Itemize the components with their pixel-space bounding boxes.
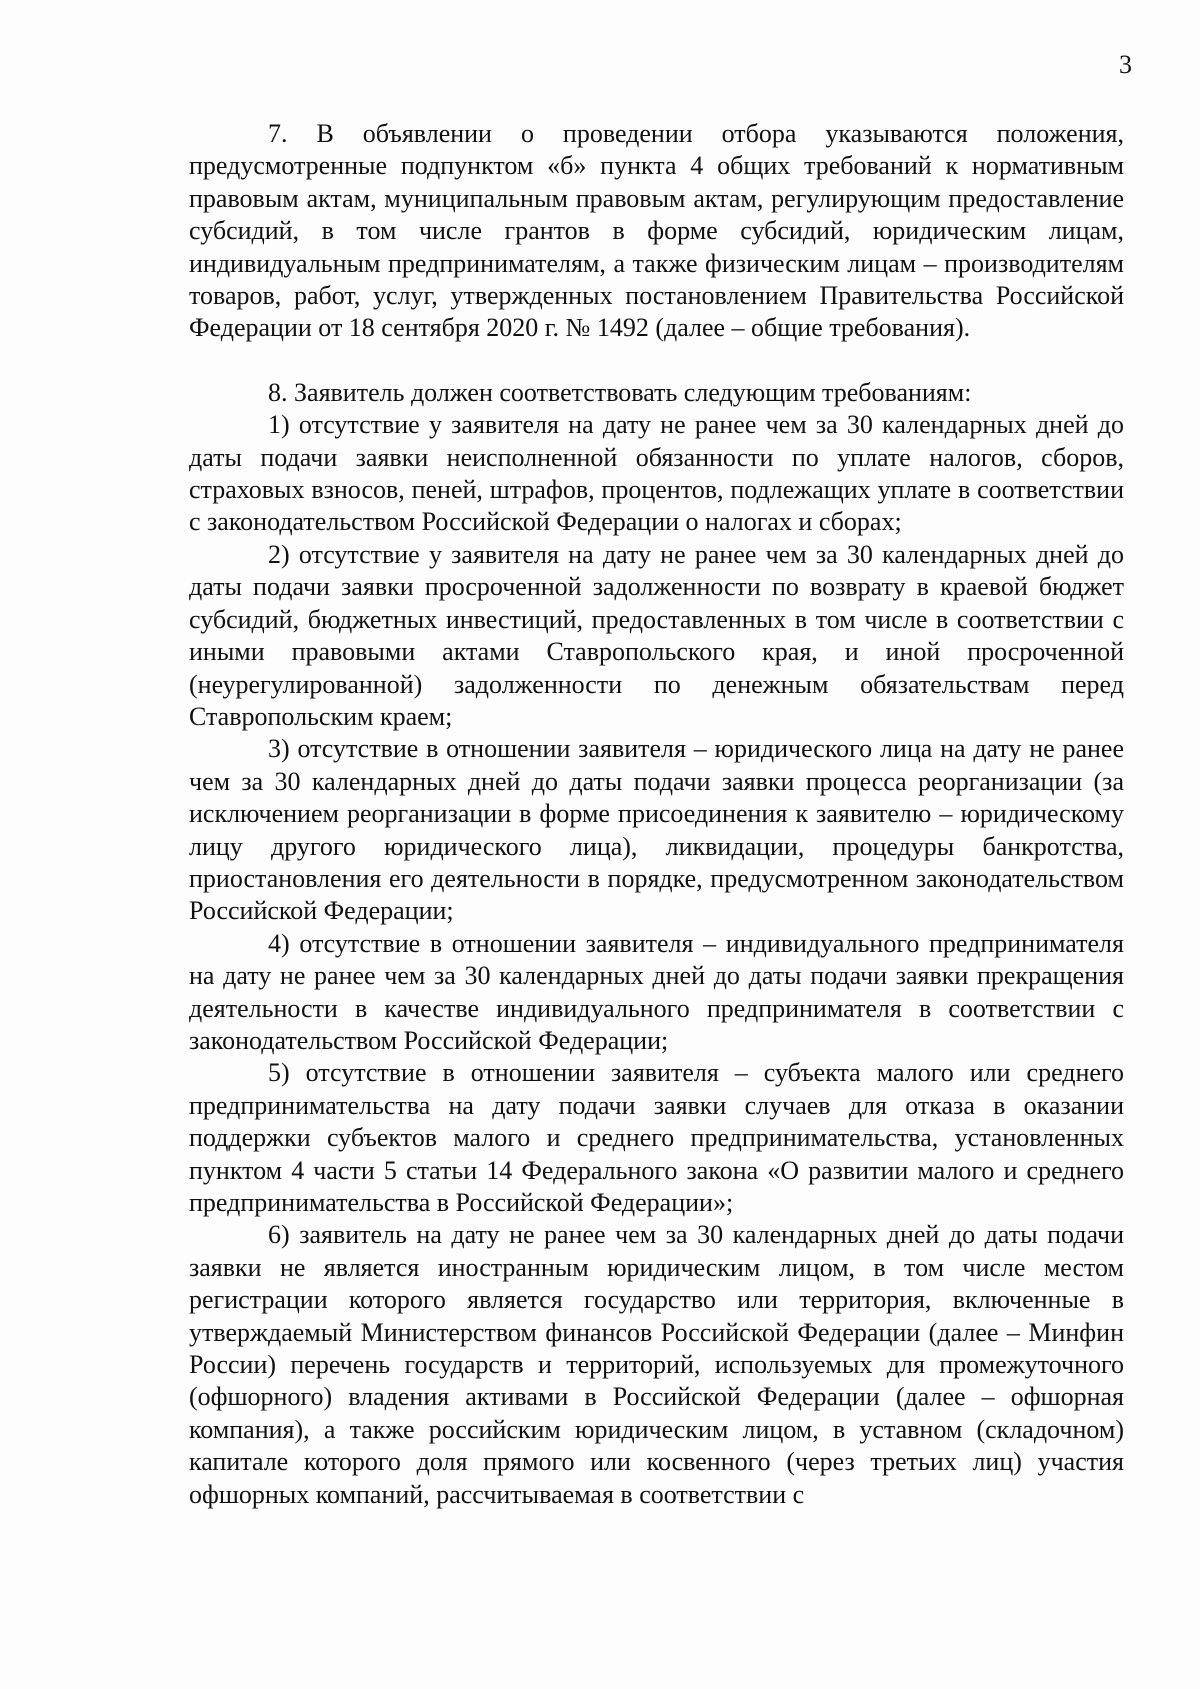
paragraph-8-requirements: 8. Заявитель должен соответствовать следующим требованиям: bbox=[268, 377, 972, 407]
document-body bbox=[189, 118, 1124, 1511]
list-item-3-legal-entity-status: 3) отсутствие в отношении заявителя – юридического лица на дату не ранее чем за 30 календарных дней до даты подачи заявки процесса реорганизации (за исключением реорганизации в форме присоединения к заявителю – юридическому лицу другого юридического лица), ликвидации, процедуры банкротства, приостановления его деятельности в порядке, предусмотренном законодательством Российской Федерации; bbox=[189, 734, 1124, 926]
list-item-6-offshore: 6) заявитель на дату не ранее чем за 30 календарных дней до даты подачи заявки не является иностранным юридическим лицом, в том числе местом регистрации которого является государство или территория, включенные в утверждаемый Министерством финансов Российской Федерации (далее – Минфин России) перечень государств и территорий, используемых для промежуточного (офшорного) владения активами в Российской Федерации (далее – офшорная компания), а также российским юридическим лицом, в уставном (складочном) капитале которого доля прямого или косвенного (через третьих лиц) участия офшорных компаний, рассчитываемая в соответствии с bbox=[189, 1220, 1124, 1509]
page-number: 3 bbox=[1119, 50, 1132, 79]
paragraph-7-announcement: 7. В объявлении о проведении отбора указываются положения, предусмотренные подпунктом «б» пункта 4 общих требований к нормативным правовым актам, муниципальным правовым актам, регулирующим предоставление субсидий, в том числе грантов в форме субсидий, юридическим лицам, индивидуальным предпринимателям, а также физическим лицам – производителям товаров, работ, услуг, утвержденных постановлением Правительства Российской Федерации от 18 сентября 2020 г. № 1492 (далее – общие требования). bbox=[189, 119, 1124, 343]
list-item-5-sme-support: 5) отсутствие в отношении заявителя – субъекта малого или среднего предпринимательства на дату подачи заявки случаев для отказа в оказании поддержки субъектов малого и среднего предпринимательства, установленных пунктом 4 части 5 статьи 14 Федерального закона «О развитии малого и среднего предпринимательства в Российской Федерации»; bbox=[189, 1058, 1124, 1217]
list-item-1-tax-debt: 1) отсутствие у заявителя на дату не ранее чем за 30 календарных дней до даты подачи заявки неисполненной обязанности по уплате налогов, сборов, страховых взносов, пеней, штрафов, процентов, подлежащих уплате в соответствии с законодательством Российской Федерации о налогах и сборах; bbox=[189, 410, 1124, 537]
list-item-4-entrepreneur-status: 4) отсутствие в отношении заявителя – индивидуального предпринимателя на дату не ранее чем за 30 календарных дней до даты подачи заявки прекращения деятельности в качестве индивидуального предпринимателя в соответствии с законодательством Российской Федерации; bbox=[189, 928, 1124, 1055]
list-item-2-budget-debt: 2) отсутствие у заявителя на дату не ранее чем за 30 календарных дней до даты подачи заявки просроченной задолженности по возврату в краевой бюджет субсидий, бюджетных инвестиций, предоставленных в том числе в соответствии с иными правовыми актами Ставропольского края, и иной просроченной (неурегулированной) задолженности по денежным обязательствам перед Ставропольским краем; bbox=[189, 539, 1124, 731]
